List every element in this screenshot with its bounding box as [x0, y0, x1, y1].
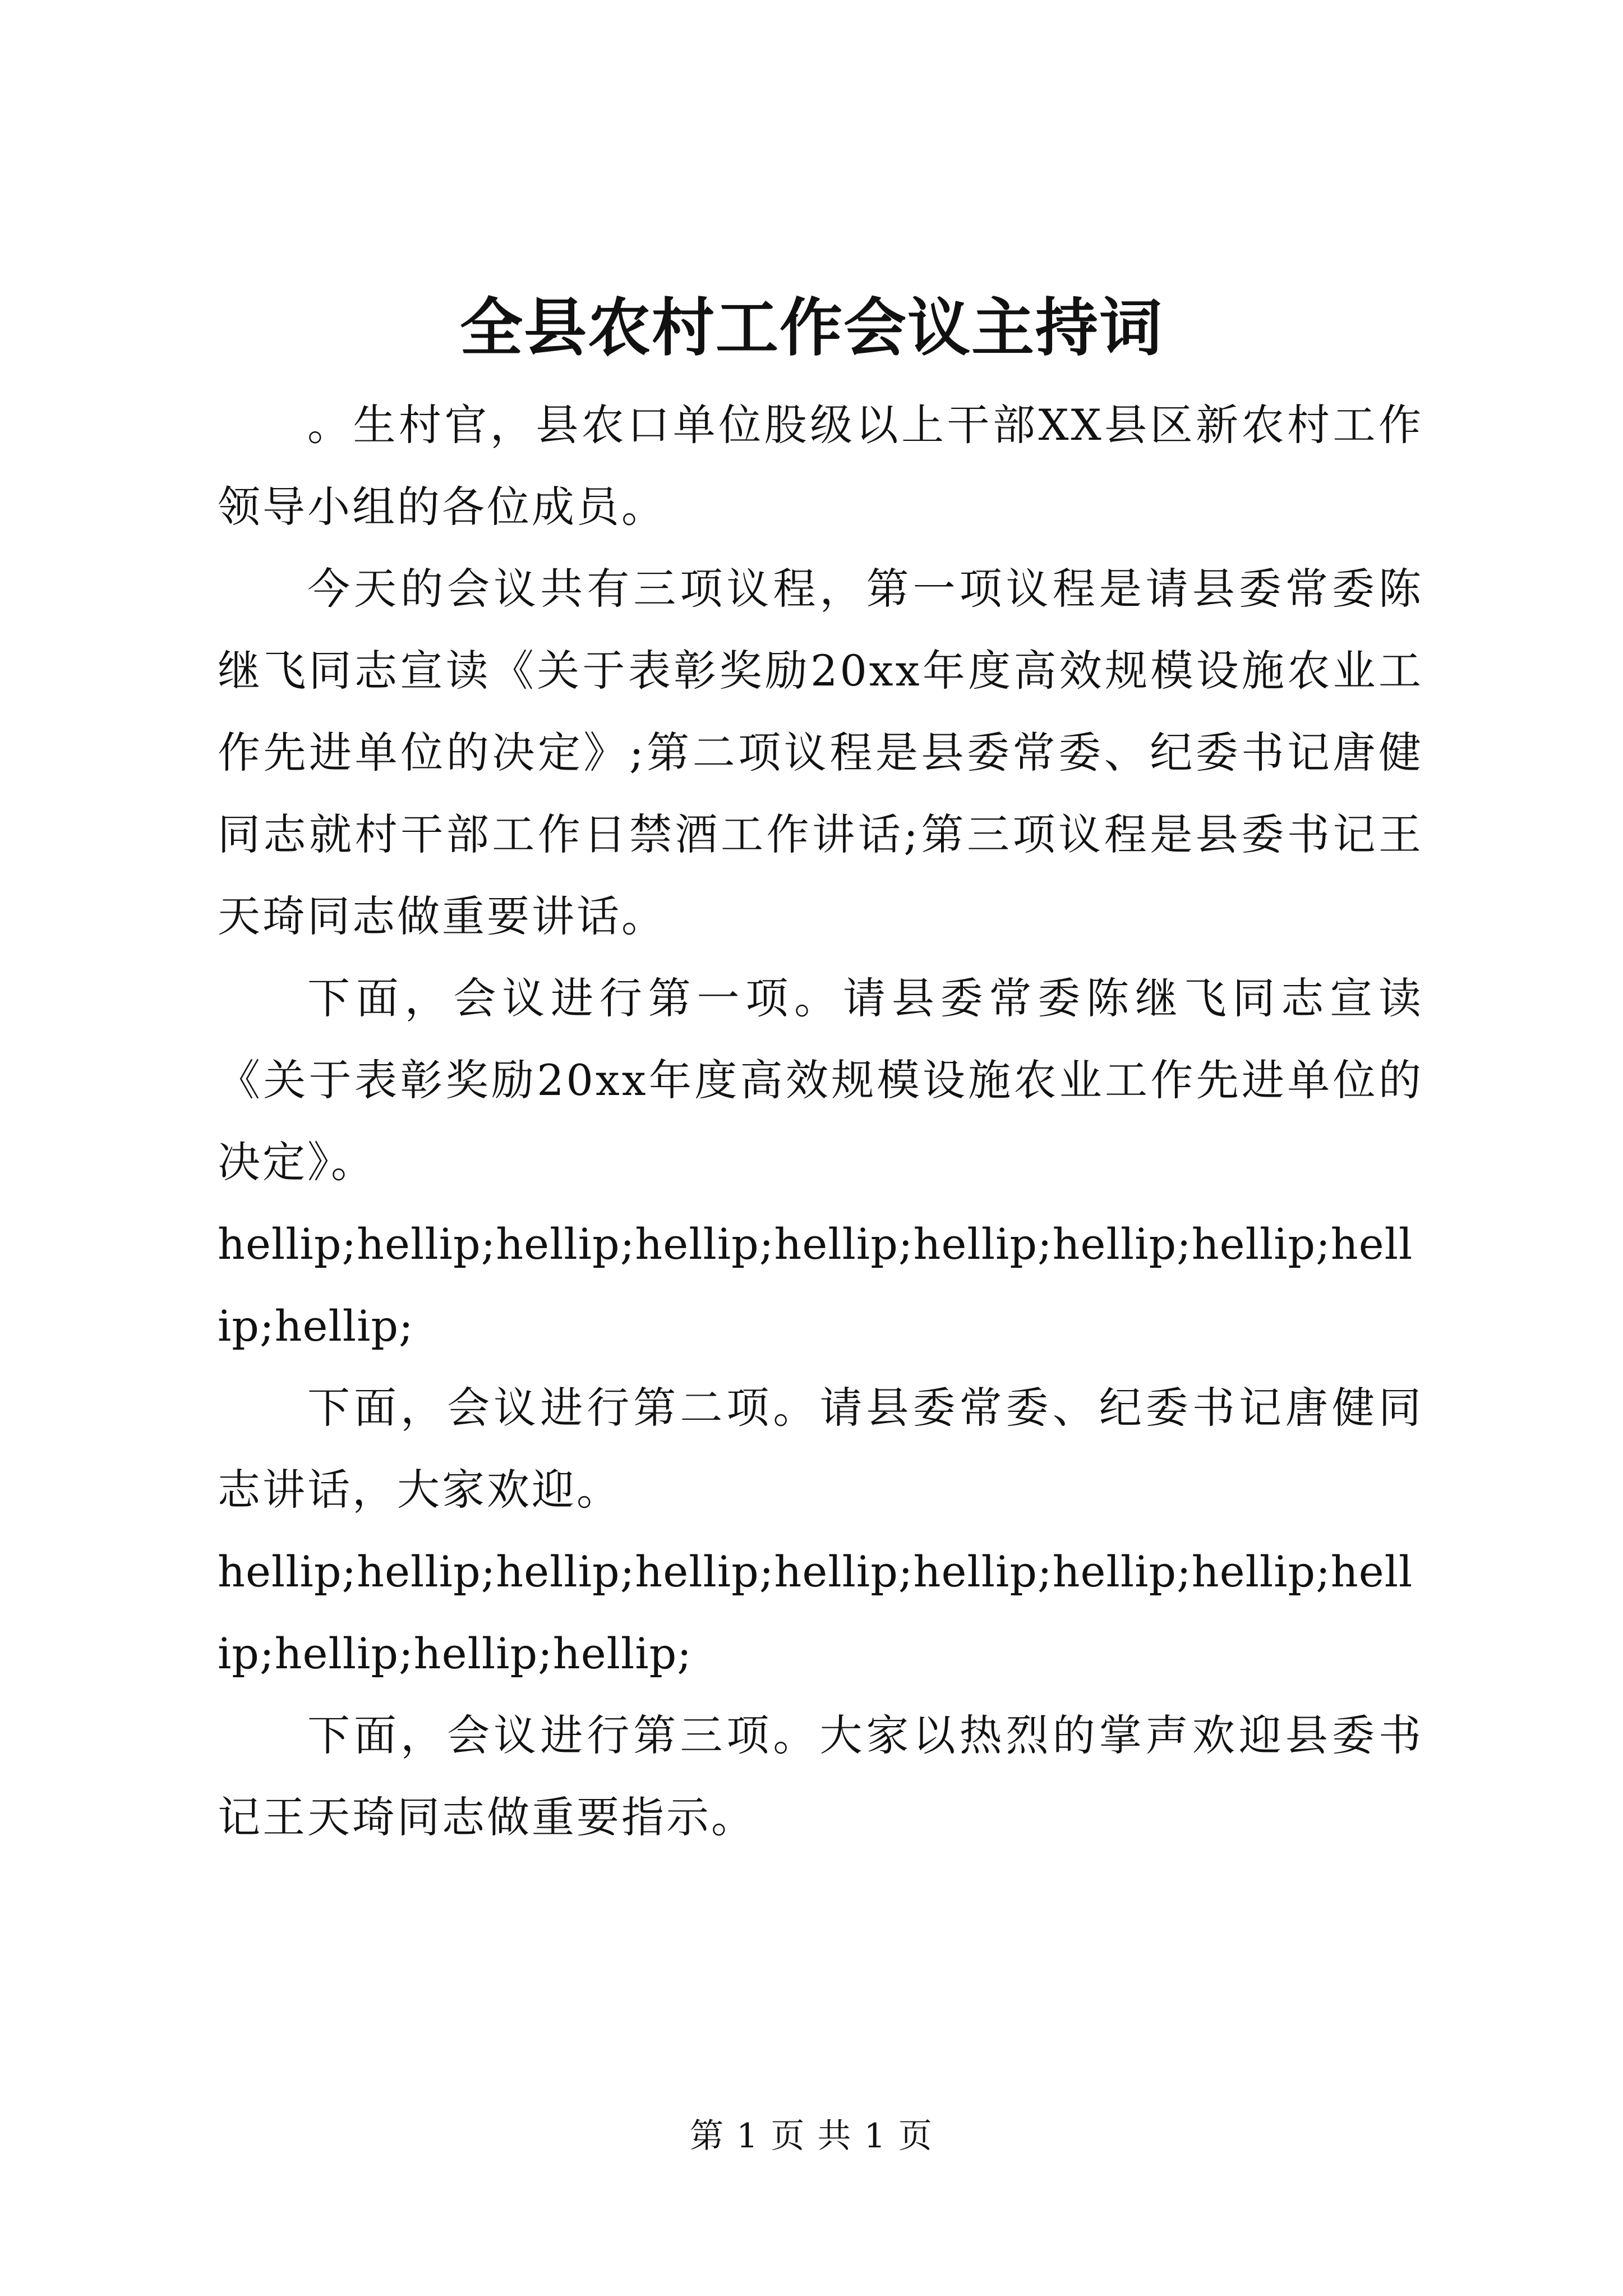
paragraph-opening: 。生村官，县农口单位股级以上干部XX县区新农村工作领导小组的各位成员。 [218, 400, 1423, 532]
page-footer: 第 1 页 共 1 页 [690, 2116, 933, 2156]
paragraph-item-two: 下面，会议进行第二项。请县委常委、纪委书记唐健同志讲话，大家欢迎。 [218, 1383, 1423, 1515]
document-title: 全县农村工作会议主持词 [460, 292, 1163, 365]
paragraph-item-three: 下面，会议进行第三项。大家以热烈的掌声欢迎县委书记王天琦同志做重要指示。 [218, 1710, 1423, 1842]
paragraph-agenda: 今天的会议共有三项议程，第一项议程是请县委常委陈继飞同志宣读《关于表彰奖励20xx年度高效规模设施农业工作先进单位的决定》;第二项议程是县委常委、纪委书记唐健同志就村干部工作日禁酒工作讲话;第三项议程是县委书记王天琦同志做重要讲话。 [218, 564, 1423, 941]
document-body [218, 384, 1423, 1858]
ellipsis-line-two: hellip;hellip;hellip;hellip;hellip;hellip;hellip;hellip;hellip;hellip;hellip;hellip; [218, 1547, 1413, 1678]
ellipsis-line-one: hellip;hellip;hellip;hellip;hellip;hellip;hellip;hellip;hellip;hellip; [218, 1219, 1413, 1351]
paragraph-item-one: 下面，会议进行第一项。请县委常委陈继飞同志宣读《关于表彰奖励20xx年度高效规模设施农业工作先进单位的决定》。 [218, 973, 1423, 1187]
